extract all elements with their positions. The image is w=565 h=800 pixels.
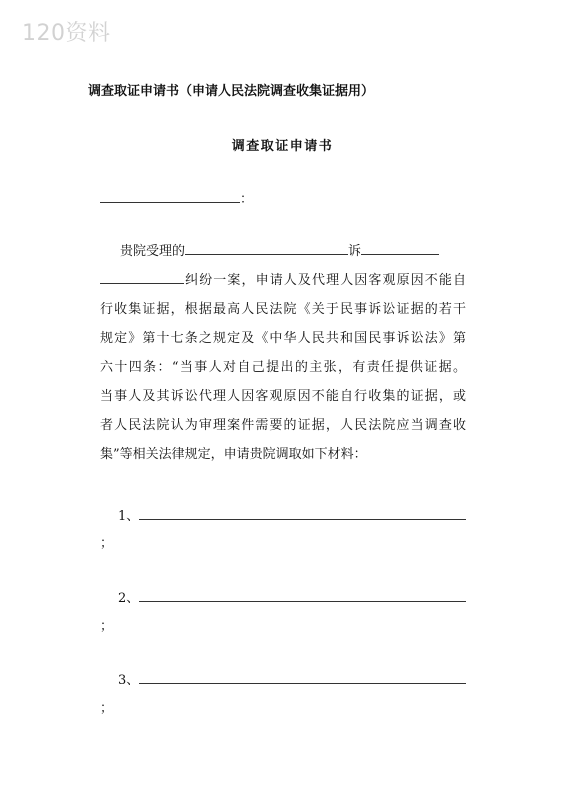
- document-title: 调查取证申请书: [231, 139, 334, 154]
- material-number: 2、: [118, 591, 140, 606]
- plaintiff-blank[interactable]: [185, 242, 348, 255]
- body-text-dispute: 纠纷一案，申请人及代理人因客观原因不能自: [184, 273, 466, 288]
- addressee-colon: ：: [240, 192, 254, 207]
- body-text-versus: 诉: [348, 244, 362, 259]
- watermark: 120资料: [22, 21, 111, 46]
- defendant-blank[interactable]: [361, 242, 439, 255]
- material-end-2: ；: [100, 619, 114, 634]
- body-line-1: [100, 237, 466, 266]
- material-item-1: [118, 505, 466, 524]
- body-line-2: [100, 266, 466, 295]
- material-item-2: [118, 587, 466, 606]
- request-body: [100, 237, 466, 469]
- material-blank[interactable]: [139, 673, 466, 684]
- body-line-5: 六十四条：“当事人对自己提出的主张，有责任提供证据。: [100, 360, 466, 375]
- body-line-8: 集”等相关法律规定，申请贵院调取如下材料：: [100, 447, 367, 462]
- addressee-line: [100, 188, 253, 207]
- material-blank[interactable]: [139, 591, 466, 602]
- material-end-3: ；: [100, 701, 114, 716]
- material-item-3: [118, 669, 466, 688]
- body-line-6: 当事人及其诉讼代理人因客观原因不能自行收集的证据，或: [100, 389, 466, 404]
- document-heading: 调查取证申请书（申请人民法院调查收集证据用）: [88, 84, 375, 99]
- case-type-blank[interactable]: [100, 271, 184, 284]
- body-text-accepted: 贵院受理的: [120, 244, 186, 259]
- addressee-blank[interactable]: [100, 192, 240, 203]
- body-line-7: 者人民法院认为审理案件需要的证据，人民法院应当调查收: [100, 418, 466, 433]
- body-line-4: 规定》第十七条之规定及《中华人民共和国民事诉讼法》第: [100, 331, 466, 346]
- material-end-1: ；: [100, 536, 114, 551]
- body-line-3: 行收集证据，根据最高人民法院《关于民事诉讼证据的若干: [100, 302, 466, 317]
- material-number: 1、: [118, 509, 140, 524]
- material-blank[interactable]: [139, 509, 466, 520]
- material-number: 3、: [118, 673, 140, 688]
